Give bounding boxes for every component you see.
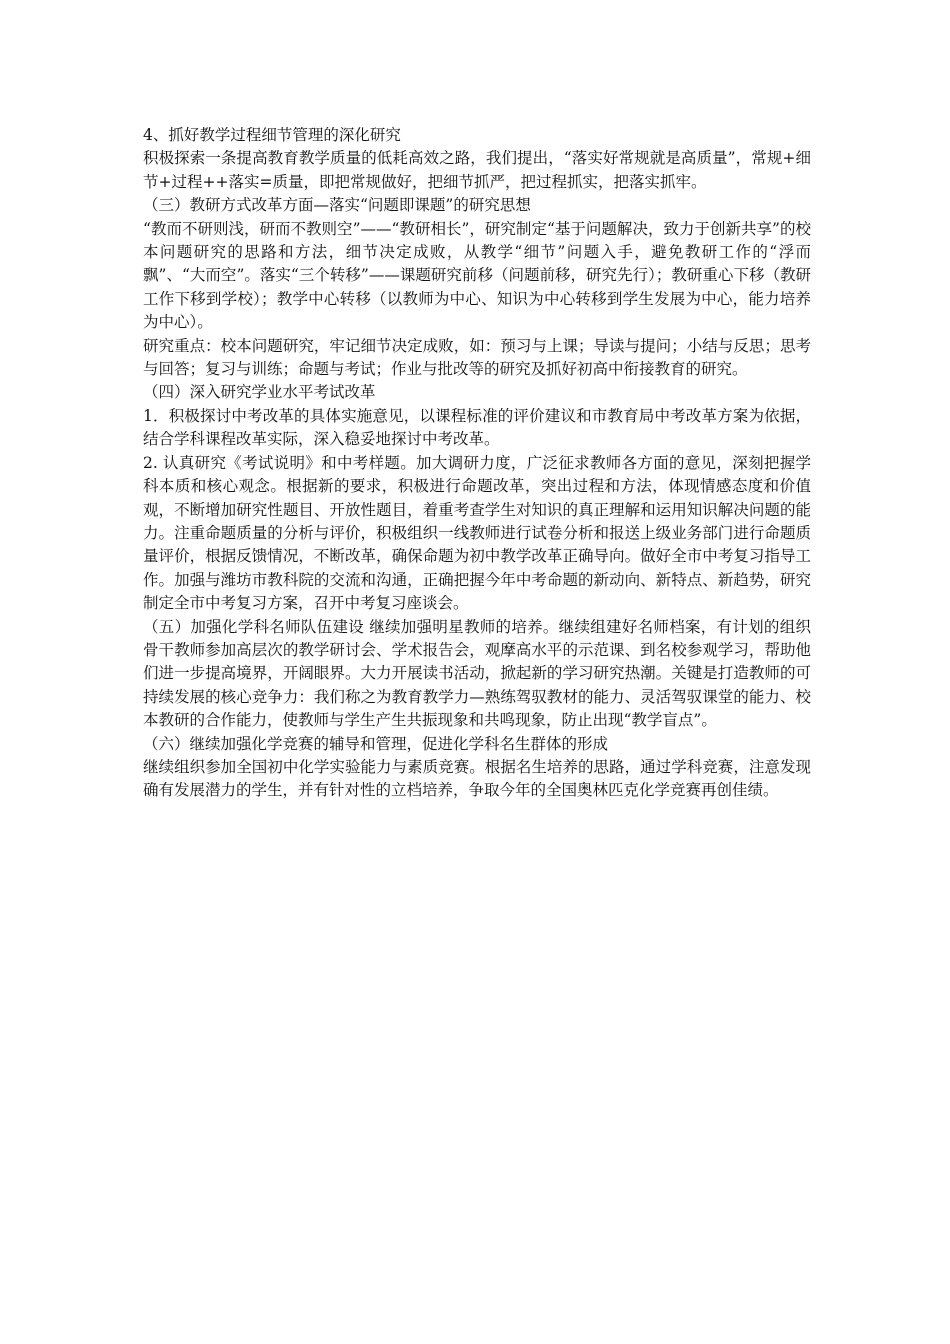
section-heading-3: （三）教研方式改革方面—落实“问题即课题”的研究思想 (143, 196, 531, 215)
section-heading-4-exam: （四）深入研究学业水平考试改革 (143, 383, 376, 402)
paragraph-competition: 继续组织参加全国初中化学实验能力与素质竞赛。根据名生培养的思路，通过学科竞赛，注意发现确有发展潜力的学生，并有针对性的立档培养，争取今年的全国奥林匹克化学竞赛再创佳绩。 (143, 757, 811, 800)
section-heading-4: 4、抓好教学过程细节管理的深化研究 (143, 126, 401, 144)
paragraph-exam-reform-2: 2. 认真研究《考试说明》和中考样题。加大调研力度，广泛征求教师各方面的意见，深刻把握学科本质和核心观念。根据新的要求，积极进行命题改革，突出过程和方法，体现情感态度和价值观，不断增加研究性题目、开放性题目，着重考查学生对知识的真正理解和运用知识解决问题的能力。注重命题质量的分析与评价，积极组织一线教师进行试卷分析和报送上级业务部门进行命题质量评价，根据反馈情况，不断改革，确保命题为初中教学改革正确导向。做好全市中考复习指导工作。加强与潍坊市教科院的交流和沟通，正确把握今年中考命题的新动向、新特点、新趋势，研究制定全市中考复习方案，召开中考复习座谈会。 (143, 453, 811, 613)
paragraph-teaching-research: “教而不研则浅，研而不教则空”——“教研相长”，研究制定“基于问题解决，致力于创新共享”的校本问题研究的思路和方法，细节决定成败，从教学“细节”问题入手，避免教研工作的“浮而飘”、“大而空”。落实“三个转移”——课题研究前移（问题前移，研究先行）；教研重心下移（教研工作下移到学校）；教学中心转移（以教师为中心、知识为中心转移到学生发展为中心，能力培养为中心）。 (143, 219, 811, 332)
paragraph-research-focus: 研究重点：校本问题研究，牢记细节决定成败，如：预习与上课；导读与提问；小结与反思；思考与回答；复习与训练；命题与考试；作业与批改等的研究及抓好初高中衔接教育的研究。 (143, 336, 811, 379)
document-body (143, 124, 811, 803)
section-heading-6: （六）继续加强化学竞赛的辅导和管理，促进化学科名生群体的形成 (143, 734, 609, 753)
paragraph-quality-approach: 积极探索一条提高教育教学质量的低耗高效之路，我们提出，“落实好常规就是高质量”，常规+细节+过程++落实=质量，即把常规做好，把细节抓严，把过程抓实，把落实抓牢。 (143, 149, 811, 191)
paragraph-teacher-development: （五）加强化学科名师队伍建设 继续加强明星教师的培养。继续组建好名师档案，有计划的组织骨干教师参加高层次的教学研讨会、学术报告会，观摩高水平的示范课、到名校参观学习，帮助他们进一步提高境界，开阔眼界。大力开展读书活动，掀起新的学习研究热潮。关键是打造教师的可持续发展的核心竞争力：我们称之为教育教学力—熟练驾驭教材的能力、灵活驾驭课堂的能力、校本教研的合作能力，使教师与学生产生共振现象和共鸣现象，防止出现“教学盲点”。 (143, 617, 811, 730)
paragraph-exam-reform-1: 1．积极探讨中考改革的具体实施意见，以课程标准的评价建议和市教育局中考改革方案为依据，结合学科课程改革实际，深入稳妥地探讨中考改革。 (143, 406, 811, 449)
